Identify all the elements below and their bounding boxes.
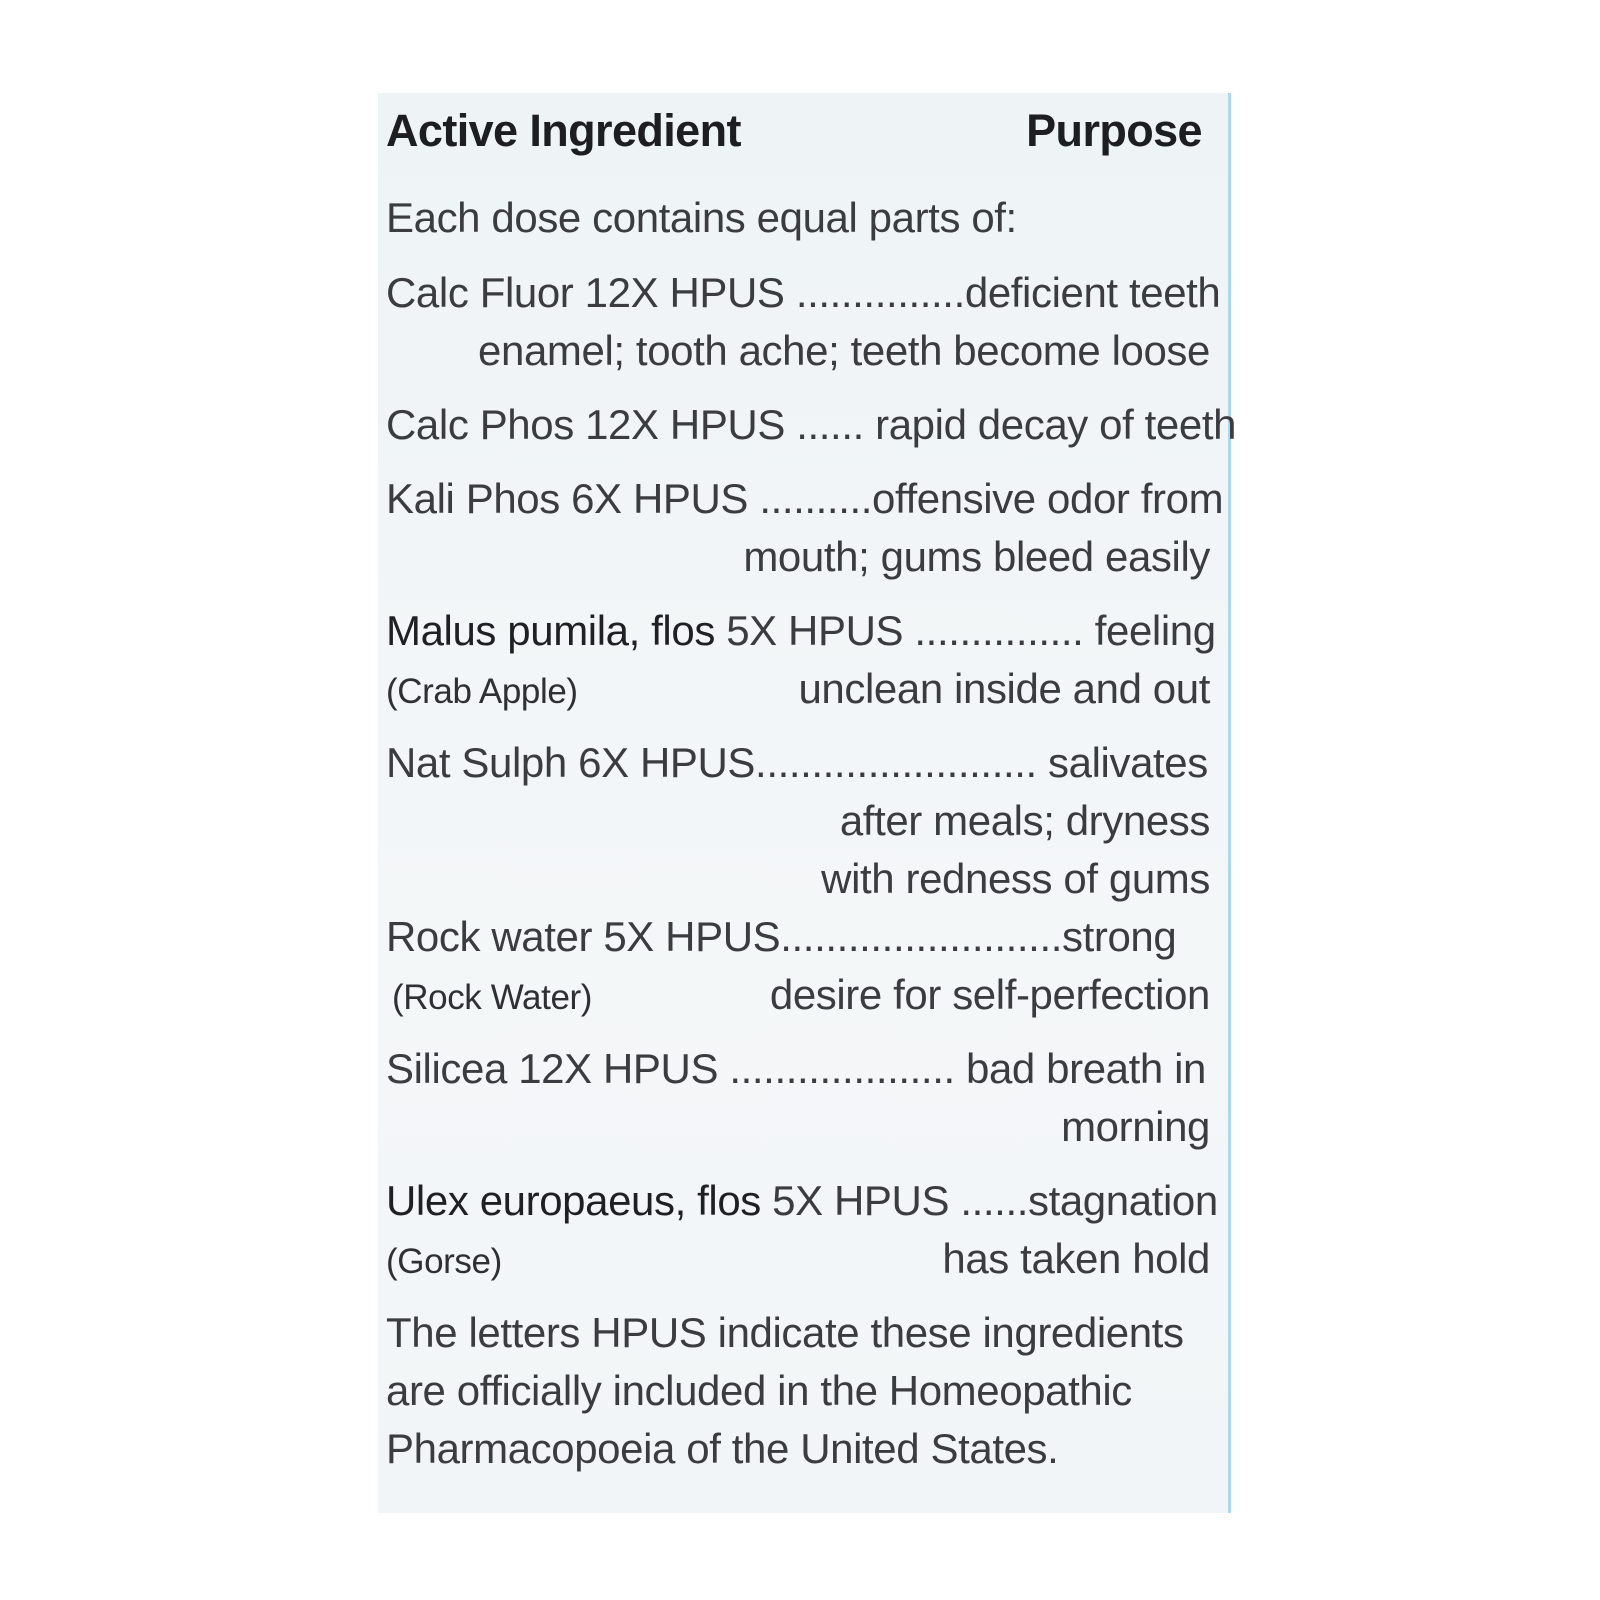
ingredient-purpose: deficient teeth xyxy=(964,269,1221,316)
ingredient-latin-name: Malus pumila, flos xyxy=(386,607,715,654)
ingredient-common-name: (Gorse) xyxy=(386,1242,502,1281)
ingredient-row xyxy=(386,907,1210,967)
ingredient-row xyxy=(386,1171,1218,1231)
ingredient-row xyxy=(386,469,1224,529)
ingredient-name: 5X HPUS xyxy=(760,1177,950,1224)
table-header xyxy=(386,101,1210,161)
leader-dots: .................... xyxy=(718,1045,967,1092)
active-ingredient-heading: Active Ingredient xyxy=(386,105,741,156)
leader-dots: ......................... xyxy=(780,913,1062,960)
footer-note-line: The letters HPUS indicate these ingredients xyxy=(386,1309,1184,1356)
ingredient-common-name: (Crab Apple) xyxy=(386,672,578,711)
ingredient-name: Silicea 12X HPUS xyxy=(386,1045,719,1092)
drug-facts-panel xyxy=(378,93,1237,1513)
ingredient-row-continued xyxy=(386,1229,1210,1292)
ingredient-latin-name: Ulex europaeus, flos xyxy=(386,1177,761,1224)
ingredient-common-name: (Rock Water) xyxy=(392,978,593,1017)
ingredient-purpose-continued: with redness of gums xyxy=(821,855,1210,902)
ingredient-purpose: strong xyxy=(1062,913,1177,960)
ingredient-row-continued xyxy=(386,965,1210,1028)
ingredient-purpose-continued: desire for self-perfection xyxy=(769,971,1210,1018)
leader-dots: .......... xyxy=(748,475,873,522)
ingredient-name: Rock water 5X HPUS xyxy=(386,913,781,960)
leader-dots: ...... xyxy=(949,1177,1028,1224)
ingredient-purpose: salivates xyxy=(1048,739,1208,786)
ingredient-row xyxy=(386,733,1210,793)
ingredient-row xyxy=(386,263,1221,323)
ingredient-purpose: offensive odor from xyxy=(872,475,1224,522)
ingredient-purpose: stagnation xyxy=(1027,1177,1218,1224)
ingredient-name: Calc Fluor 12X HPUS xyxy=(386,269,785,316)
ingredient-purpose-continued: unclean inside and out xyxy=(798,665,1210,712)
ingredient-purpose: rapid decay of teeth xyxy=(875,401,1237,448)
intro-text: Each dose contains equal parts of: xyxy=(386,194,1017,241)
ingredient-purpose-continued: mouth; gums bleed easily xyxy=(743,533,1210,580)
ingredient-row xyxy=(386,395,1237,455)
ingredient-purpose: bad breath in xyxy=(966,1045,1207,1092)
ingredient-purpose-continued: has taken hold xyxy=(942,1235,1210,1282)
ingredient-purpose-continued: enamel; tooth ache; teeth become loose xyxy=(478,327,1210,374)
ingredient-name: Nat Sulph 6X HPUS xyxy=(386,739,756,786)
purpose-heading: Purpose xyxy=(1026,105,1202,156)
leader-dots: ......................... xyxy=(755,739,1049,786)
leader-dots: ............... xyxy=(903,607,1095,654)
ingredient-row-continued xyxy=(386,659,1210,722)
ingredient-row xyxy=(386,1039,1210,1099)
leader-dots: ............... xyxy=(784,269,965,316)
ingredient-purpose-continued: morning xyxy=(1061,1103,1210,1150)
ingredient-row xyxy=(386,601,1216,661)
ingredient-purpose: feeling xyxy=(1094,607,1216,654)
leader-dots: ...... xyxy=(784,401,876,448)
ingredient-name: 5X HPUS xyxy=(714,607,904,654)
footer-note-line: are officially included in the Homeopathic xyxy=(386,1367,1132,1414)
footer-note-line: Pharmacopoeia of the United States. xyxy=(386,1425,1059,1472)
ingredient-name: Calc Phos 12X HPUS xyxy=(386,401,785,448)
ingredient-name: Kali Phos 6X HPUS xyxy=(386,475,749,522)
ingredient-purpose-continued: after meals; dryness xyxy=(839,797,1210,844)
